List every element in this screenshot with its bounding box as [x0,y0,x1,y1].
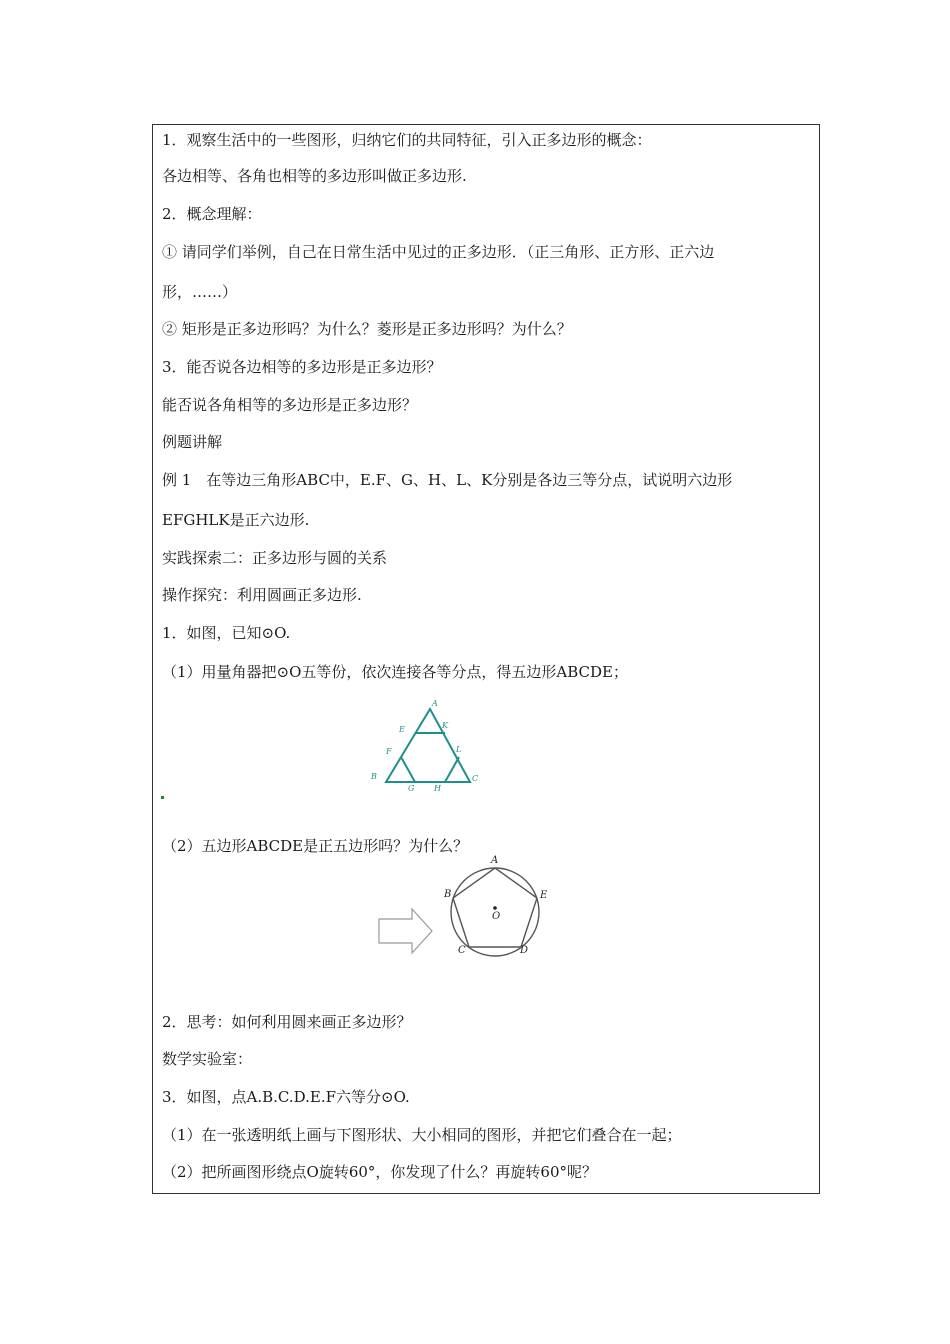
text-line-6: ② 矩形是正多边形吗？为什么？菱形是正多边形吗？为什么？ [162,320,572,338]
text-line-5: 形，……） [162,283,238,301]
text-line-12: 实践探索二：正多边形与圆的关系 [162,549,388,567]
text-line-10: 例 1 在等边三角形ABC中，E.F、G、H、L、K分别是各边三等分点，试说明六边形 [162,471,733,489]
arrow-shape [379,909,432,953]
text-line-13: 操作探究：利用圆画正多边形. [162,586,362,604]
stray-mark [161,796,164,799]
text-line-16: （2）五边形ABCDE是正五边形吗？为什么？ [162,837,469,855]
label-h: H [434,784,441,793]
label-a: A [491,855,499,866]
text-line-7: 3．能否说各边相等的多边形是正多边形？ [162,358,442,376]
label-k: K [442,721,448,730]
label-l: L [456,745,462,754]
label-g: G [408,784,415,793]
label-b: B [444,889,452,900]
label-e: E [540,890,548,901]
text-line-19: 3．如图，点A.B.C.D.E.F六等分⊙O. [162,1088,410,1106]
label-f: F [386,747,392,756]
triangle-figure [362,695,492,795]
text-line-2: 各边相等、各角也相等的多边形叫做正多边形. [162,167,467,185]
text-line-1: 1．观察生活中的一些图形，归纳它们的共同特征，引入正多边形的概念： [162,131,652,149]
label-o: O [492,911,501,922]
pentagon-figure [440,850,550,960]
text-line-21: （2）把所画图形绕点O旋转60°，你发现了什么？再旋转60°呢？ [162,1163,598,1181]
segment-lh [445,757,459,782]
text-line-8: 能否说各角相等的多边形是正多边形？ [162,396,418,414]
center-point [493,906,497,910]
text-line-3: 2．概念理解： [162,205,262,223]
label-c: C [458,945,466,956]
label-d: D [520,945,529,956]
arrow-figure [376,905,436,957]
content-table [152,124,820,1194]
label-b: B [371,772,377,781]
label-e: E [399,725,405,734]
text-line-4: ① 请同学们举例，自己在日常生活中见过的正多边形．（正三角形、正方形、正六边 [162,243,715,261]
text-line-17: 2．思考：如何利用圆来画正多边形？ [162,1013,412,1031]
text-line-9: 例题讲解 [162,433,223,451]
label-c: C [472,774,479,783]
segment-fg [401,757,415,782]
text-line-11: EFGHLK是正六边形. [162,511,310,529]
text-line-14: 1．如图，已知⊙O. [162,624,291,642]
label-a: A [432,699,438,708]
text-line-15: （1）用量角器把⊙O五等份，依次连接各等分点，得五边形ABCDE； [162,663,628,681]
text-line-20: （1）在一张透明纸上画与下图形状、大小相同的图形，并把它们叠合在一起； [162,1126,682,1144]
text-line-18: 数学实验室： [162,1050,253,1068]
